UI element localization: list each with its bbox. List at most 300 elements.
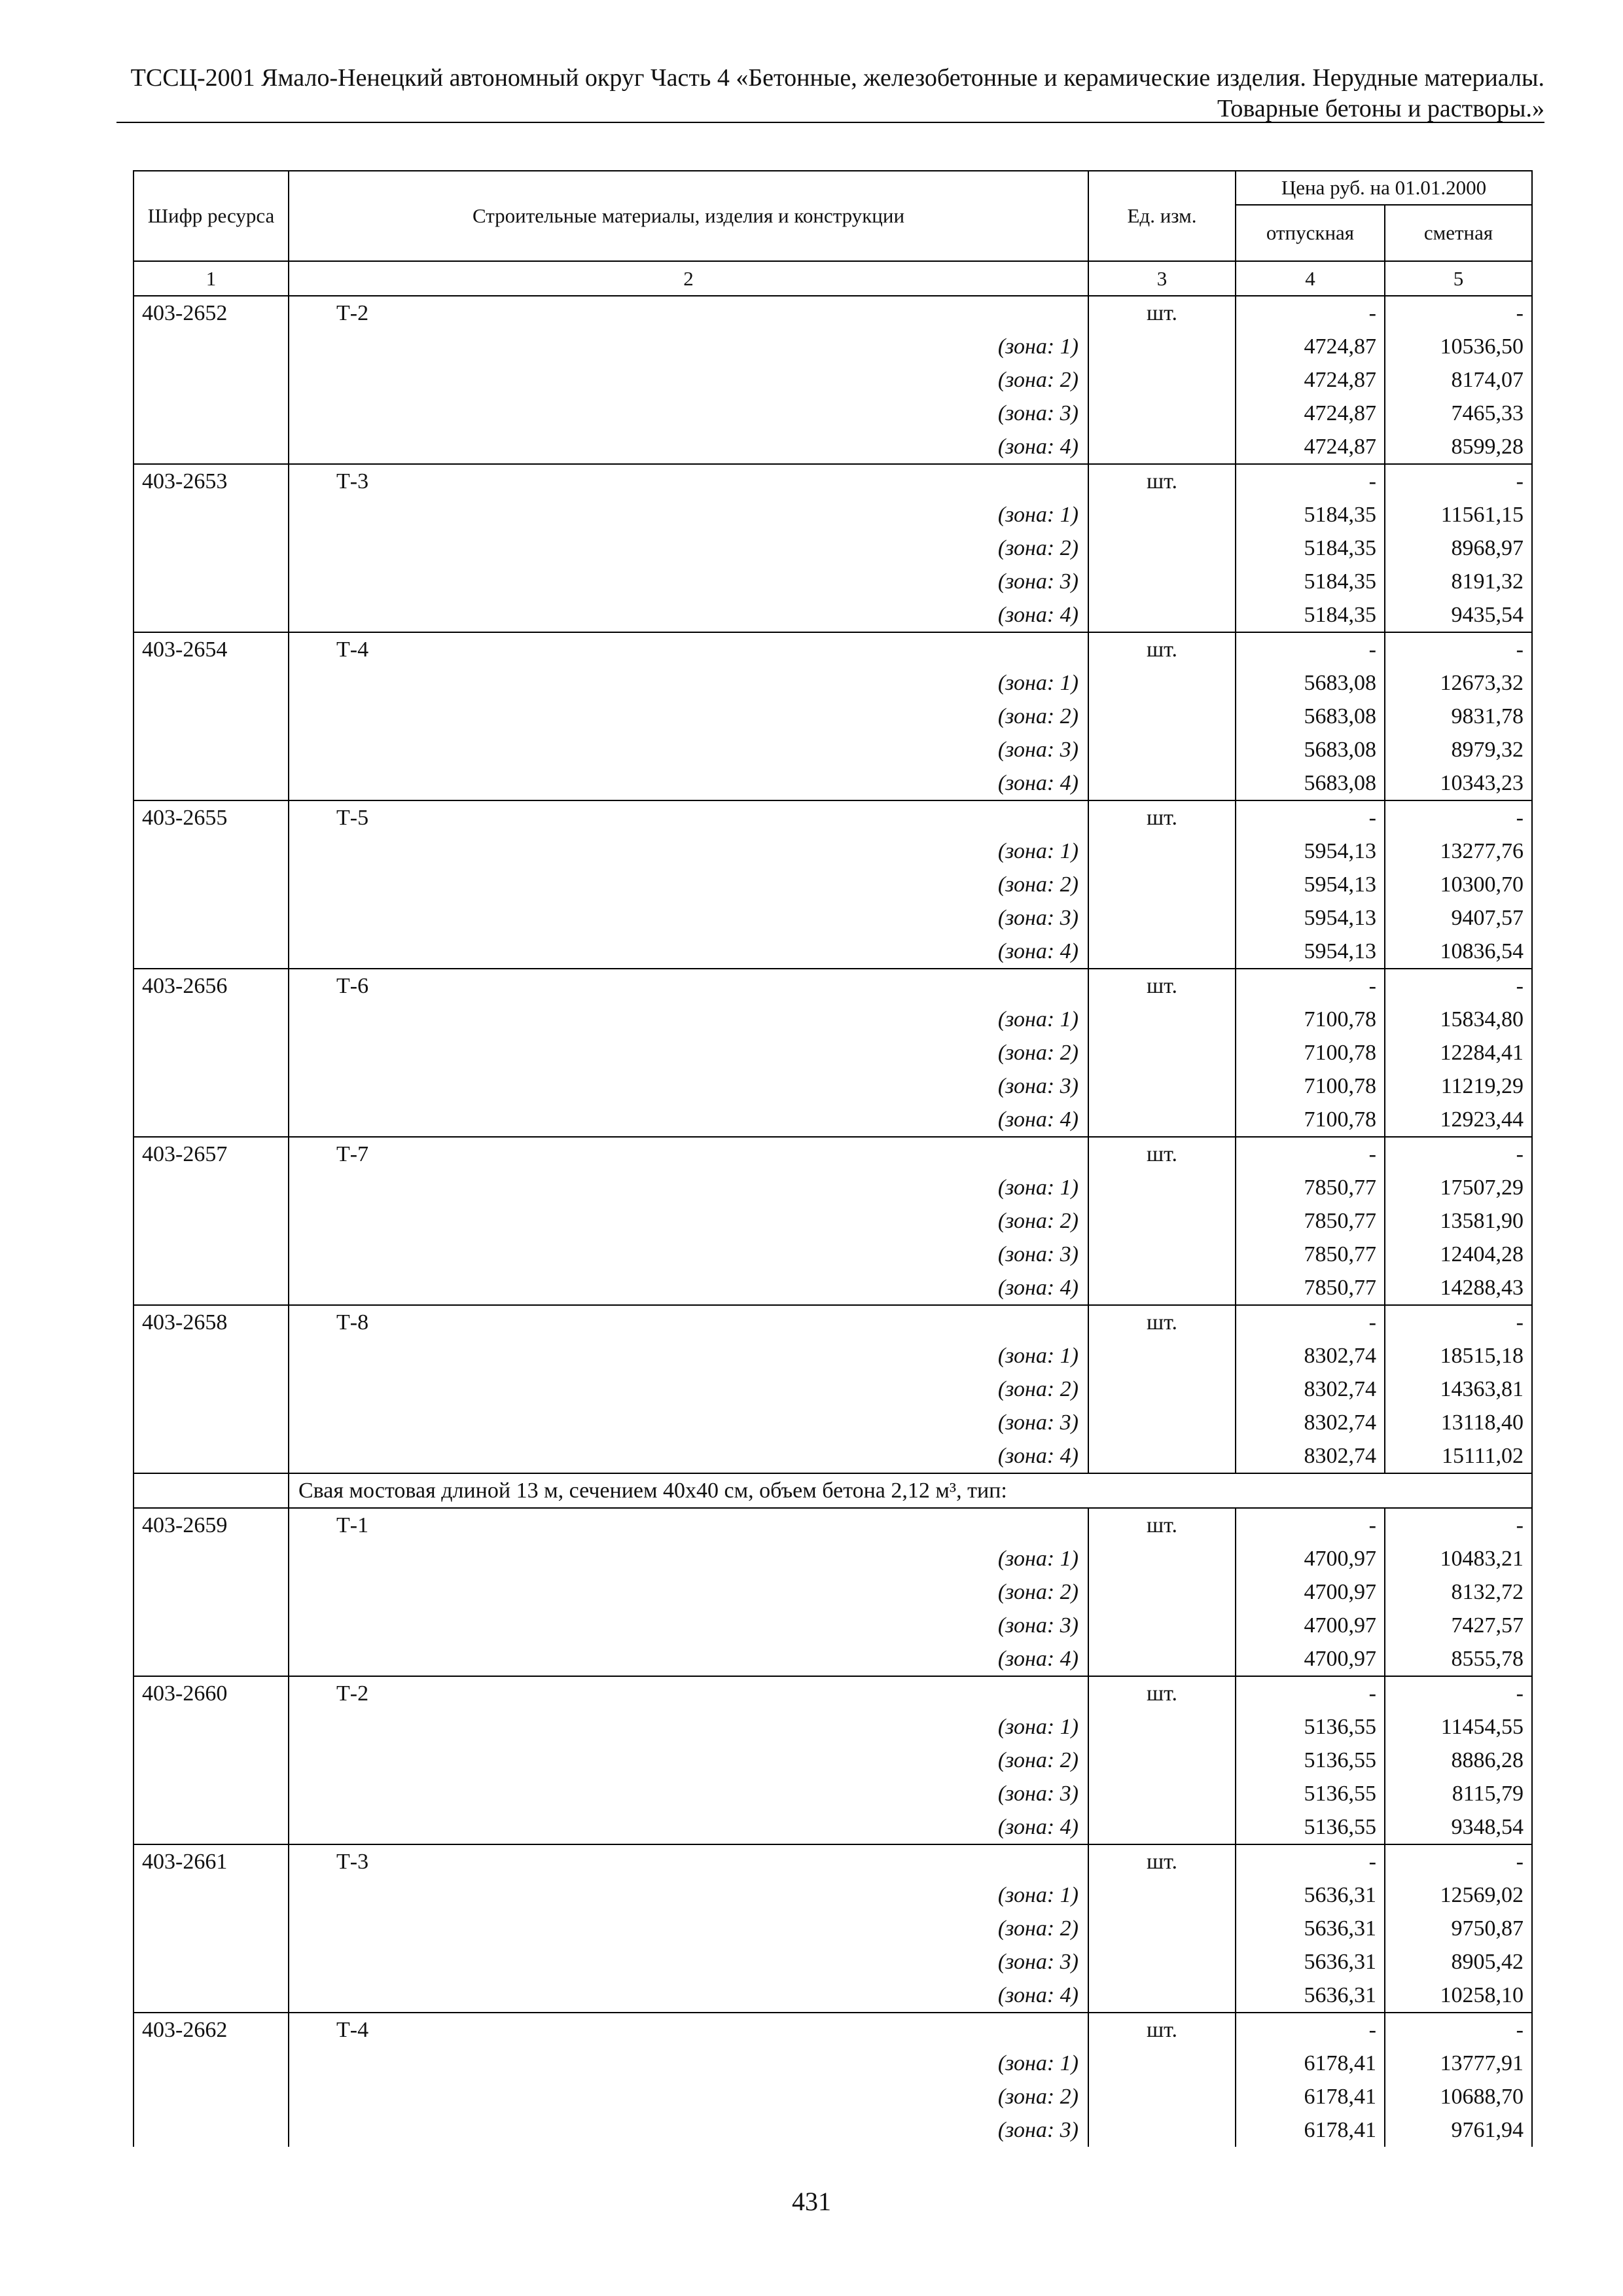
resource-code-empty bbox=[134, 1339, 289, 1372]
unit-cell: шт. bbox=[1088, 1137, 1236, 1171]
unit-cell-empty bbox=[1088, 1945, 1236, 1979]
unit-cell-empty bbox=[1088, 868, 1236, 901]
estimate-price: 12284,41 bbox=[1385, 1036, 1532, 1069]
header-unit: Ед. изм. bbox=[1088, 171, 1236, 261]
estimate-price: 11219,29 bbox=[1385, 1069, 1532, 1103]
resource-code-empty bbox=[134, 766, 289, 800]
zone-label: (зона: 2) bbox=[289, 1204, 1088, 1238]
resource-code: 403-2661 bbox=[134, 1844, 289, 1878]
resource-code-empty bbox=[134, 397, 289, 430]
unit-cell-empty bbox=[1088, 1642, 1236, 1676]
unit-cell-empty bbox=[1088, 1878, 1236, 1912]
header-col-number: 1 bbox=[134, 261, 289, 296]
estimate-price: - bbox=[1385, 296, 1532, 330]
zone-label: (зона: 2) bbox=[289, 868, 1088, 901]
release-price: 8302,74 bbox=[1236, 1439, 1385, 1473]
table-row-zone bbox=[134, 901, 1532, 935]
resource-code-empty bbox=[134, 531, 289, 565]
release-price: 4700,97 bbox=[1236, 1575, 1385, 1609]
header-line-2: Товарные бетоны и растворы.» bbox=[1217, 95, 1544, 122]
release-price: - bbox=[1236, 632, 1385, 666]
release-price: - bbox=[1236, 1305, 1385, 1339]
resource-code-empty bbox=[134, 1777, 289, 1810]
zone-label: (зона: 3) bbox=[289, 565, 1088, 598]
resource-code: 403-2662 bbox=[134, 2013, 289, 2047]
unit-cell-empty bbox=[1088, 1912, 1236, 1945]
estimate-price: 10258,10 bbox=[1385, 1979, 1532, 2013]
release-price: 7100,78 bbox=[1236, 1103, 1385, 1137]
table-row-zone bbox=[134, 1271, 1532, 1305]
resource-code-empty bbox=[134, 1103, 289, 1137]
release-price: 4700,97 bbox=[1236, 1642, 1385, 1676]
table-row-zone bbox=[134, 666, 1532, 700]
estimate-price: 9750,87 bbox=[1385, 1912, 1532, 1945]
unit-cell-empty bbox=[1088, 1810, 1236, 1844]
table-row-zone bbox=[134, 1609, 1532, 1642]
table-row-zone bbox=[134, 1372, 1532, 1406]
resource-code: 403-2653 bbox=[134, 464, 289, 498]
table-row-zone bbox=[134, 1003, 1532, 1036]
estimate-price: 13118,40 bbox=[1385, 1406, 1532, 1439]
unit-cell-empty bbox=[1088, 1406, 1236, 1439]
release-price: 8302,74 bbox=[1236, 1339, 1385, 1372]
unit-cell-empty bbox=[1088, 1439, 1236, 1473]
resource-code-empty bbox=[134, 1238, 289, 1271]
resource-code-empty bbox=[134, 1271, 289, 1305]
item-name: Т-2 bbox=[289, 1676, 1088, 1710]
resource-code-empty bbox=[134, 1575, 289, 1609]
header-code: Шифр ресурса bbox=[134, 171, 289, 261]
estimate-price: 12569,02 bbox=[1385, 1878, 1532, 1912]
unit-cell-empty bbox=[1088, 1103, 1236, 1137]
zone-label: (зона: 2) bbox=[289, 1372, 1088, 1406]
table-row-section bbox=[134, 1473, 1532, 1508]
unit-cell-empty bbox=[1088, 1069, 1236, 1103]
item-name: Т-3 bbox=[289, 1844, 1088, 1878]
unit-cell-empty bbox=[1088, 733, 1236, 766]
zone-label: (зона: 4) bbox=[289, 598, 1088, 632]
table-row-item bbox=[134, 969, 1532, 1003]
unit-cell-empty bbox=[1088, 2080, 1236, 2113]
item-name: Т-4 bbox=[289, 2013, 1088, 2047]
zone-label: (зона: 3) bbox=[289, 1945, 1088, 1979]
estimate-price: 15111,02 bbox=[1385, 1439, 1532, 1473]
resource-code-empty bbox=[134, 1912, 289, 1945]
release-price: 5136,55 bbox=[1236, 1744, 1385, 1777]
zone-label: (зона: 1) bbox=[289, 330, 1088, 363]
release-price: - bbox=[1236, 800, 1385, 834]
release-price: - bbox=[1236, 1676, 1385, 1710]
table-row-item bbox=[134, 296, 1532, 330]
unit-cell-empty bbox=[1088, 1036, 1236, 1069]
estimate-price: 8886,28 bbox=[1385, 1744, 1532, 1777]
release-price: 5636,31 bbox=[1236, 1878, 1385, 1912]
table-row-item bbox=[134, 464, 1532, 498]
estimate-price: 8555,78 bbox=[1385, 1642, 1532, 1676]
zone-label: (зона: 2) bbox=[289, 531, 1088, 565]
unit-cell-empty bbox=[1088, 1271, 1236, 1305]
zone-label: (зона: 4) bbox=[289, 1979, 1088, 2013]
resource-code-empty bbox=[134, 1036, 289, 1069]
resource-code-empty bbox=[134, 733, 289, 766]
item-name: Т-2 bbox=[289, 296, 1088, 330]
zone-label: (зона: 4) bbox=[289, 1642, 1088, 1676]
release-price: 5184,35 bbox=[1236, 565, 1385, 598]
unit-cell-empty bbox=[1088, 430, 1236, 464]
estimate-price: 18515,18 bbox=[1385, 1339, 1532, 1372]
release-price: 5136,55 bbox=[1236, 1710, 1385, 1744]
header-divider bbox=[116, 122, 1544, 123]
release-price: - bbox=[1236, 296, 1385, 330]
release-price: 5683,08 bbox=[1236, 666, 1385, 700]
zone-label: (зона: 2) bbox=[289, 2080, 1088, 2113]
estimate-price: 13777,91 bbox=[1385, 2047, 1532, 2080]
release-price: - bbox=[1236, 1137, 1385, 1171]
unit-cell-empty bbox=[1088, 363, 1236, 397]
header-col-number: 5 bbox=[1385, 261, 1532, 296]
resource-code-empty bbox=[134, 1439, 289, 1473]
estimate-price: 9348,54 bbox=[1385, 1810, 1532, 1844]
item-name: Т-8 bbox=[289, 1305, 1088, 1339]
unit-cell: шт. bbox=[1088, 1676, 1236, 1710]
estimate-price: - bbox=[1385, 1676, 1532, 1710]
release-price: - bbox=[1236, 969, 1385, 1003]
release-price: 5136,55 bbox=[1236, 1810, 1385, 1844]
zone-label: (зона: 4) bbox=[289, 935, 1088, 969]
estimate-price: 9435,54 bbox=[1385, 598, 1532, 632]
zone-label: (зона: 3) bbox=[289, 901, 1088, 935]
zone-label: (зона: 2) bbox=[289, 1744, 1088, 1777]
estimate-price: 13581,90 bbox=[1385, 1204, 1532, 1238]
estimate-price: 10688,70 bbox=[1385, 2080, 1532, 2113]
release-price: 5184,35 bbox=[1236, 598, 1385, 632]
zone-label: (зона: 1) bbox=[289, 1878, 1088, 1912]
header-line-1: ТССЦ-2001 Ямало-Ненецкий автономный округ Часть 4 «Бетонные, железобетонные и керамические изделия. Нерудные материалы. bbox=[130, 64, 1544, 92]
resource-code-empty bbox=[134, 363, 289, 397]
unit-cell-empty bbox=[1088, 1777, 1236, 1810]
unit-cell-empty bbox=[1088, 2047, 1236, 2080]
resource-code-empty bbox=[134, 1372, 289, 1406]
table-row-item bbox=[134, 1305, 1532, 1339]
page-number: 431 bbox=[792, 2187, 831, 2216]
release-price: 8302,74 bbox=[1236, 1372, 1385, 1406]
resource-code-empty bbox=[134, 901, 289, 935]
unit-cell-empty bbox=[1088, 397, 1236, 430]
unit-cell-empty bbox=[1088, 935, 1236, 969]
resource-code-empty bbox=[134, 935, 289, 969]
zone-label: (зона: 3) bbox=[289, 1238, 1088, 1271]
unit-cell-empty bbox=[1088, 1979, 1236, 2013]
table-row-item bbox=[134, 1676, 1532, 1710]
release-price: 8302,74 bbox=[1236, 1406, 1385, 1439]
release-price: 4724,87 bbox=[1236, 430, 1385, 464]
table-row-zone bbox=[134, 1945, 1532, 1979]
unit-cell: шт. bbox=[1088, 632, 1236, 666]
estimate-price: - bbox=[1385, 1137, 1532, 1171]
estimate-price: 13277,76 bbox=[1385, 834, 1532, 868]
estimate-price: 8174,07 bbox=[1385, 363, 1532, 397]
zone-label: (зона: 4) bbox=[289, 1439, 1088, 1473]
table-row-zone bbox=[134, 1069, 1532, 1103]
zone-label: (зона: 2) bbox=[289, 1912, 1088, 1945]
estimate-price: 8599,28 bbox=[1385, 430, 1532, 464]
resource-code-empty bbox=[134, 2080, 289, 2113]
unit-cell-empty bbox=[1088, 330, 1236, 363]
page-header bbox=[116, 63, 1544, 124]
resource-code-empty bbox=[134, 330, 289, 363]
header-col-number: 3 bbox=[1088, 261, 1236, 296]
estimate-price: 10343,23 bbox=[1385, 766, 1532, 800]
table-row-item bbox=[134, 2013, 1532, 2047]
unit-cell-empty bbox=[1088, 1238, 1236, 1271]
unit-cell-empty bbox=[1088, 666, 1236, 700]
resource-code-empty bbox=[134, 834, 289, 868]
table-row-zone bbox=[134, 531, 1532, 565]
zone-label: (зона: 1) bbox=[289, 1171, 1088, 1204]
table-row-zone bbox=[134, 397, 1532, 430]
release-price: 7850,77 bbox=[1236, 1238, 1385, 1271]
table-row-zone bbox=[134, 1339, 1532, 1372]
table-row-item bbox=[134, 632, 1532, 666]
table-row-zone bbox=[134, 1979, 1532, 2013]
resource-code-empty bbox=[134, 2113, 289, 2147]
release-price: - bbox=[1236, 1844, 1385, 1878]
unit-cell-empty bbox=[1088, 1372, 1236, 1406]
release-price: - bbox=[1236, 2013, 1385, 2047]
resource-code: 403-2652 bbox=[134, 296, 289, 330]
release-price: 5184,35 bbox=[1236, 531, 1385, 565]
resource-code-empty bbox=[134, 1609, 289, 1642]
release-price: 5136,55 bbox=[1236, 1777, 1385, 1810]
unit-cell-empty bbox=[1088, 531, 1236, 565]
table-row-zone bbox=[134, 1103, 1532, 1137]
resource-code: 403-2660 bbox=[134, 1676, 289, 1710]
zone-label: (зона: 1) bbox=[289, 1339, 1088, 1372]
release-price: 4700,97 bbox=[1236, 1609, 1385, 1642]
unit-cell-empty bbox=[1088, 1542, 1236, 1575]
zone-label: (зона: 3) bbox=[289, 2113, 1088, 2147]
unit-cell-empty bbox=[1088, 1609, 1236, 1642]
resource-code: 403-2654 bbox=[134, 632, 289, 666]
estimate-price: - bbox=[1385, 1305, 1532, 1339]
estimate-price: 10483,21 bbox=[1385, 1542, 1532, 1575]
table-row-zone bbox=[134, 2047, 1532, 2080]
estimate-price: 8968,97 bbox=[1385, 531, 1532, 565]
table-row-zone bbox=[134, 1238, 1532, 1271]
table-row-zone bbox=[134, 498, 1532, 531]
release-price: 7100,78 bbox=[1236, 1003, 1385, 1036]
header-estimate-price: сметная bbox=[1385, 205, 1532, 261]
table-row-zone bbox=[134, 2080, 1532, 2113]
resource-code-empty bbox=[134, 598, 289, 632]
resource-code-empty bbox=[134, 1744, 289, 1777]
zone-label: (зона: 2) bbox=[289, 363, 1088, 397]
resource-code-empty bbox=[134, 1542, 289, 1575]
section-heading: Свая мостовая длиной 13 м, сечением 40х40 см, объем бетона 2,12 м³, тип: bbox=[289, 1473, 1532, 1508]
zone-label: (зона: 1) bbox=[289, 834, 1088, 868]
estimate-price: 12923,44 bbox=[1385, 1103, 1532, 1137]
resource-code: 403-2658 bbox=[134, 1305, 289, 1339]
resource-code-empty bbox=[134, 700, 289, 733]
estimate-price: - bbox=[1385, 464, 1532, 498]
table-row-zone bbox=[134, 2113, 1532, 2147]
table-row-zone bbox=[134, 430, 1532, 464]
unit-cell-empty bbox=[1088, 834, 1236, 868]
estimate-price: 7465,33 bbox=[1385, 397, 1532, 430]
unit-cell: шт. bbox=[1088, 800, 1236, 834]
release-price: 5954,13 bbox=[1236, 868, 1385, 901]
resource-code: 403-2657 bbox=[134, 1137, 289, 1171]
item-name: Т-5 bbox=[289, 800, 1088, 834]
resource-code-empty bbox=[134, 1406, 289, 1439]
table-row-zone bbox=[134, 1710, 1532, 1744]
unit-cell: шт. bbox=[1088, 1305, 1236, 1339]
table-row-zone bbox=[134, 700, 1532, 733]
release-price: 4724,87 bbox=[1236, 397, 1385, 430]
release-price: 5683,08 bbox=[1236, 700, 1385, 733]
header-price-group: Цена руб. на 01.01.2000 bbox=[1236, 171, 1532, 205]
release-price: 5954,13 bbox=[1236, 935, 1385, 969]
release-price: 5636,31 bbox=[1236, 1945, 1385, 1979]
table-row-zone bbox=[134, 1204, 1532, 1238]
release-price: 6178,41 bbox=[1236, 2113, 1385, 2147]
table-row-item bbox=[134, 1508, 1532, 1542]
release-price: 7850,77 bbox=[1236, 1271, 1385, 1305]
table-row-zone bbox=[134, 598, 1532, 632]
resource-code-empty bbox=[134, 1710, 289, 1744]
table-row-zone bbox=[134, 1642, 1532, 1676]
unit-cell-empty bbox=[1088, 1575, 1236, 1609]
unit-cell-empty bbox=[1088, 1339, 1236, 1372]
unit-cell: шт. bbox=[1088, 464, 1236, 498]
unit-cell-empty bbox=[1088, 1744, 1236, 1777]
estimate-price: - bbox=[1385, 1508, 1532, 1542]
zone-label: (зона: 1) bbox=[289, 666, 1088, 700]
zone-label: (зона: 2) bbox=[289, 1575, 1088, 1609]
estimate-price: 11454,55 bbox=[1385, 1710, 1532, 1744]
zone-label: (зона: 2) bbox=[289, 700, 1088, 733]
unit-cell: шт. bbox=[1088, 296, 1236, 330]
table-row-zone bbox=[134, 1439, 1532, 1473]
resource-code-empty bbox=[134, 1069, 289, 1103]
item-name: Т-7 bbox=[289, 1137, 1088, 1171]
table-row-zone bbox=[134, 1777, 1532, 1810]
release-price: - bbox=[1236, 1508, 1385, 1542]
table-row-zone bbox=[134, 1810, 1532, 1844]
header-col-number: 4 bbox=[1236, 261, 1385, 296]
zone-label: (зона: 2) bbox=[289, 1036, 1088, 1069]
resource-code-empty bbox=[134, 1204, 289, 1238]
release-price: 5636,31 bbox=[1236, 1979, 1385, 2013]
resource-code-empty bbox=[134, 430, 289, 464]
estimate-price: 8905,42 bbox=[1385, 1945, 1532, 1979]
estimate-price: 9761,94 bbox=[1385, 2113, 1532, 2147]
unit-cell-empty bbox=[1088, 1171, 1236, 1204]
resource-code-empty bbox=[134, 1979, 289, 2013]
zone-label: (зона: 3) bbox=[289, 1406, 1088, 1439]
resource-code-empty bbox=[134, 1171, 289, 1204]
item-name: Т-3 bbox=[289, 464, 1088, 498]
estimate-price: 7427,57 bbox=[1385, 1609, 1532, 1642]
release-price: 4724,87 bbox=[1236, 330, 1385, 363]
table-body bbox=[134, 296, 1532, 2147]
unit-cell-empty bbox=[1088, 2113, 1236, 2147]
table-row-zone bbox=[134, 733, 1532, 766]
item-name: Т-6 bbox=[289, 969, 1088, 1003]
release-price: 7100,78 bbox=[1236, 1069, 1385, 1103]
estimate-price: 9831,78 bbox=[1385, 700, 1532, 733]
zone-label: (зона: 1) bbox=[289, 2047, 1088, 2080]
table-row-zone bbox=[134, 935, 1532, 969]
table-row-zone bbox=[134, 868, 1532, 901]
resource-code-empty bbox=[134, 565, 289, 598]
zone-label: (зона: 4) bbox=[289, 1810, 1088, 1844]
estimate-price: 9407,57 bbox=[1385, 901, 1532, 935]
release-price: 7100,78 bbox=[1236, 1036, 1385, 1069]
unit-cell-empty bbox=[1088, 1710, 1236, 1744]
resource-code: 403-2656 bbox=[134, 969, 289, 1003]
release-price: 4724,87 bbox=[1236, 363, 1385, 397]
table-row-zone bbox=[134, 1406, 1532, 1439]
zone-label: (зона: 1) bbox=[289, 1542, 1088, 1575]
release-price: 5683,08 bbox=[1236, 733, 1385, 766]
table-row-zone bbox=[134, 1036, 1532, 1069]
resource-code: 403-2659 bbox=[134, 1508, 289, 1542]
release-price: - bbox=[1236, 464, 1385, 498]
estimate-price: 8132,72 bbox=[1385, 1575, 1532, 1609]
estimate-price: 12404,28 bbox=[1385, 1238, 1532, 1271]
resource-code-empty bbox=[134, 1945, 289, 1979]
estimate-price: 10836,54 bbox=[1385, 935, 1532, 969]
table-row-item bbox=[134, 800, 1532, 834]
unit-cell-empty bbox=[1088, 498, 1236, 531]
table-row-zone bbox=[134, 363, 1532, 397]
release-price: 4700,97 bbox=[1236, 1542, 1385, 1575]
zone-label: (зона: 4) bbox=[289, 430, 1088, 464]
estimate-price: 17507,29 bbox=[1385, 1171, 1532, 1204]
resource-code-empty bbox=[134, 666, 289, 700]
estimate-price: 15834,80 bbox=[1385, 1003, 1532, 1036]
estimate-price: 10536,50 bbox=[1385, 330, 1532, 363]
zone-label: (зона: 1) bbox=[289, 498, 1088, 531]
unit-cell: шт. bbox=[1088, 1844, 1236, 1878]
estimate-price: 8979,32 bbox=[1385, 733, 1532, 766]
release-price: 6178,41 bbox=[1236, 2047, 1385, 2080]
zone-label: (зона: 1) bbox=[289, 1710, 1088, 1744]
release-price: 7850,77 bbox=[1236, 1204, 1385, 1238]
resource-code-empty bbox=[134, 1642, 289, 1676]
estimate-price: 8191,32 bbox=[1385, 565, 1532, 598]
table-row-zone bbox=[134, 1575, 1532, 1609]
unit-cell-empty bbox=[1088, 1003, 1236, 1036]
resource-code-empty bbox=[134, 1878, 289, 1912]
table-row-zone bbox=[134, 1542, 1532, 1575]
table-row-zone bbox=[134, 766, 1532, 800]
estimate-price: 8115,79 bbox=[1385, 1777, 1532, 1810]
estimate-price: - bbox=[1385, 1844, 1532, 1878]
zone-label: (зона: 4) bbox=[289, 1271, 1088, 1305]
unit-cell: шт. bbox=[1088, 969, 1236, 1003]
estimate-price: 11561,15 bbox=[1385, 498, 1532, 531]
zone-label: (зона: 3) bbox=[289, 1609, 1088, 1642]
resource-code-empty bbox=[134, 868, 289, 901]
table-row-zone bbox=[134, 834, 1532, 868]
release-price: 7850,77 bbox=[1236, 1171, 1385, 1204]
release-price: 5954,13 bbox=[1236, 901, 1385, 935]
table-row-zone bbox=[134, 565, 1532, 598]
table-row-zone bbox=[134, 1171, 1532, 1204]
unit-cell: шт. bbox=[1088, 1508, 1236, 1542]
